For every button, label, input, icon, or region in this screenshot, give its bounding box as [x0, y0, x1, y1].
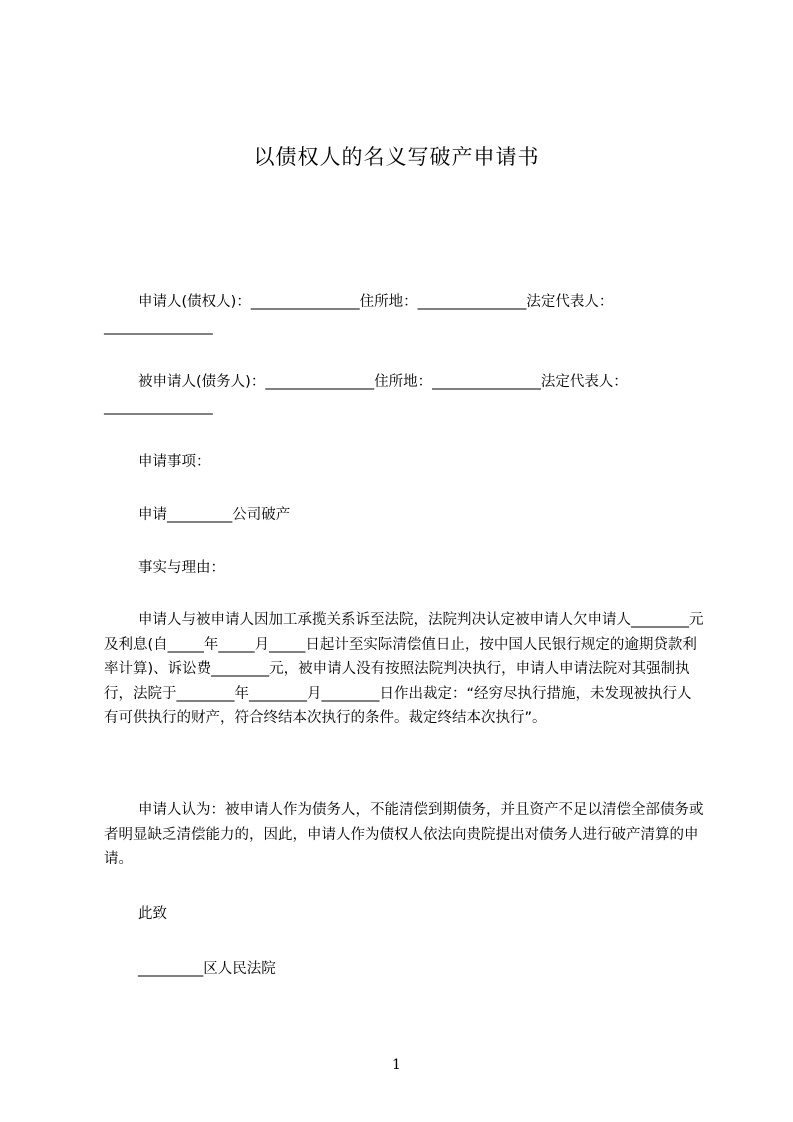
- document-title: 以债权人的名义写破产申请书: [253, 145, 540, 169]
- applicant-info: 申请人(债权人)：_______________住所地：_______________法定代表人：_______________: [104, 294, 614, 335]
- respondent-info: 被申请人(债务人)：_______________住所地：_______________法定代表人：_______________: [104, 374, 628, 415]
- page-number: 1: [392, 1057, 401, 1073]
- facts-heading: 事实与理由：: [138, 560, 225, 576]
- closing-salutation: 此致: [138, 906, 167, 922]
- matters-heading: 申请事项：: [138, 454, 211, 470]
- matters-content: 申请_________公司破产: [138, 507, 291, 523]
- court-name: _________区人民法院: [138, 961, 276, 977]
- facts-paragraph-2: 申请人认为：被申请人作为债务人，不能清偿到期债务，并且资产不足以清偿全部债务或者明显缺乏清偿能力的，因此，申请人作为债权人依法向贵院提出对债务人进行破产清算的申请。: [104, 802, 704, 867]
- facts-paragraph-1: 申请人与被申请人因加工承揽关系诉至法院，法院判决认定被申请人欠申请人________元及利息(自_____年_____月_____日起计至实际清偿值日止，按中国人民银行规定的逾期贷款利率计算)、诉讼费________元，被申请人没有按照法院判决执行，申请人申请法院对其强制执行，法院于________年________月________日作出裁定：“经穷尽执行措施，未发现被执行人有可供执行的财产，符合终结本次执行的条件。裁定终结本次执行”。: [104, 612, 704, 726]
